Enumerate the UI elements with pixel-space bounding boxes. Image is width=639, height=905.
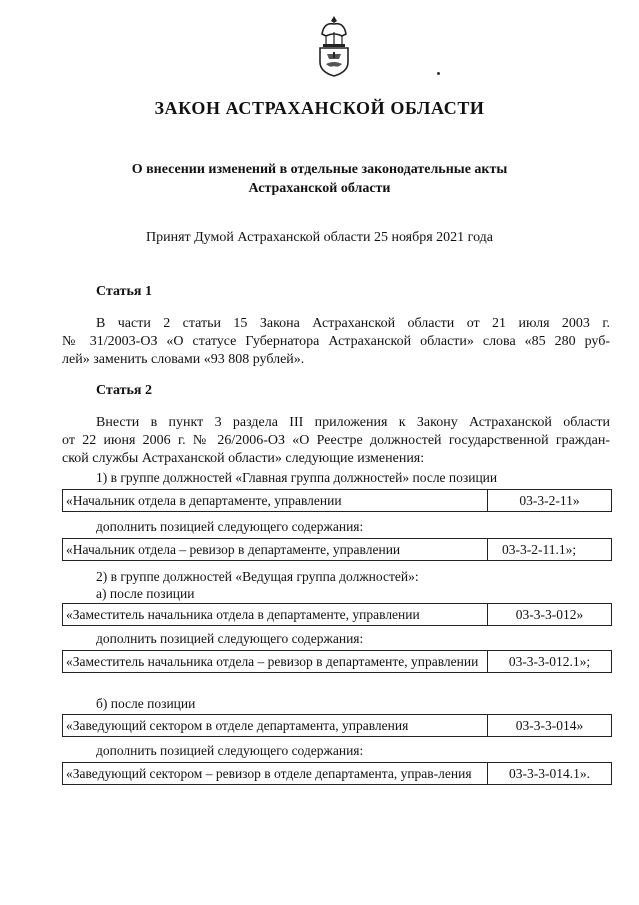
table-row	[62, 538, 612, 561]
item-1-text: 1) в группе должностей «Главная группа должностей» после позиции	[96, 470, 498, 485]
position-name: «Заведующий сектором – ревизор в отделе департамента, управ-ления	[63, 763, 488, 784]
position-code: 03-3-3-014.1».	[509, 766, 590, 781]
position-code: 03-3-2-11»	[519, 493, 580, 508]
table-row	[62, 650, 612, 673]
article-1-heading: Статья 1	[96, 284, 152, 299]
table-row	[62, 762, 612, 785]
article-1-line-2: № 31/2003-ОЗ «О статусе Губернатора Астраханской области» слова «85 280 руб-	[62, 334, 610, 349]
item-2b-text: б) после позиции	[96, 696, 196, 711]
article-2-text	[62, 414, 610, 468]
article-2-line-1: Внести в пункт 3 раздела III приложения к Закону Астраханской области	[96, 415, 610, 430]
scan-speck	[437, 72, 440, 75]
position-name: «Заведующий сектором в отделе департамента, управления	[63, 715, 488, 736]
add-position-note-2: дополнить позицией следующего содержания:	[96, 631, 364, 646]
article-2-line-3: ской службы Астраханской области» следующие изменения:	[62, 451, 425, 466]
subtitle-line-2: Астраханской области	[248, 181, 391, 196]
add-position-note-1: дополнить позицией следующего содержания:	[96, 519, 364, 534]
position-code: 03-3-3-012»	[515, 607, 584, 622]
add-position-note-3: дополнить позицией следующего содержания:	[96, 743, 364, 758]
article-2-line-2: от 22 июня 2006 г. № 26/2006-ОЗ «О Реестре должностей государственной граждан-	[62, 433, 610, 448]
article-1-line-1: В части 2 статьи 15 Закона Астраханской области от 21 июля 2003 г.	[96, 316, 610, 331]
table-row	[62, 603, 612, 626]
table-row	[62, 714, 612, 737]
item-2-text: 2) в группе должностей «Ведущая группа должностей»:	[96, 569, 419, 584]
adoption-note: Принят Думой Астраханской области 25 ноября 2021 года	[145, 230, 494, 245]
item-2a-text: а) после позиции	[96, 586, 195, 601]
position-code: 03-3-3-012.1»;	[508, 654, 591, 669]
article-1-line-3: лей» заменить словами «93 808 рублей».	[62, 352, 305, 367]
position-code: 03-3-2-11.1»;	[502, 542, 577, 557]
article-2-heading: Статья 2	[96, 383, 152, 398]
coat-of-arms-emblem	[312, 14, 356, 78]
table-row	[62, 489, 612, 512]
article-1-text	[62, 315, 610, 369]
subtitle-line-1: О внесении изменений в отдельные законодательные акты	[131, 162, 508, 177]
position-name: «Заместитель начальника отдела в департаменте, управлении	[63, 604, 488, 625]
position-code: 03-3-3-014»	[515, 718, 584, 733]
document-title: ЗАКОН АСТРАХАНСКОЙ ОБЛАСТИ	[154, 98, 485, 118]
position-name: «Начальник отдела в департаменте, управлении	[63, 490, 488, 511]
position-name: «Начальник отдела – ревизор в департаменте, управлении	[63, 539, 488, 560]
document-subtitle	[0, 160, 639, 198]
position-name: «Заместитель начальника отдела – ревизор в департаменте, управлении	[63, 651, 488, 672]
